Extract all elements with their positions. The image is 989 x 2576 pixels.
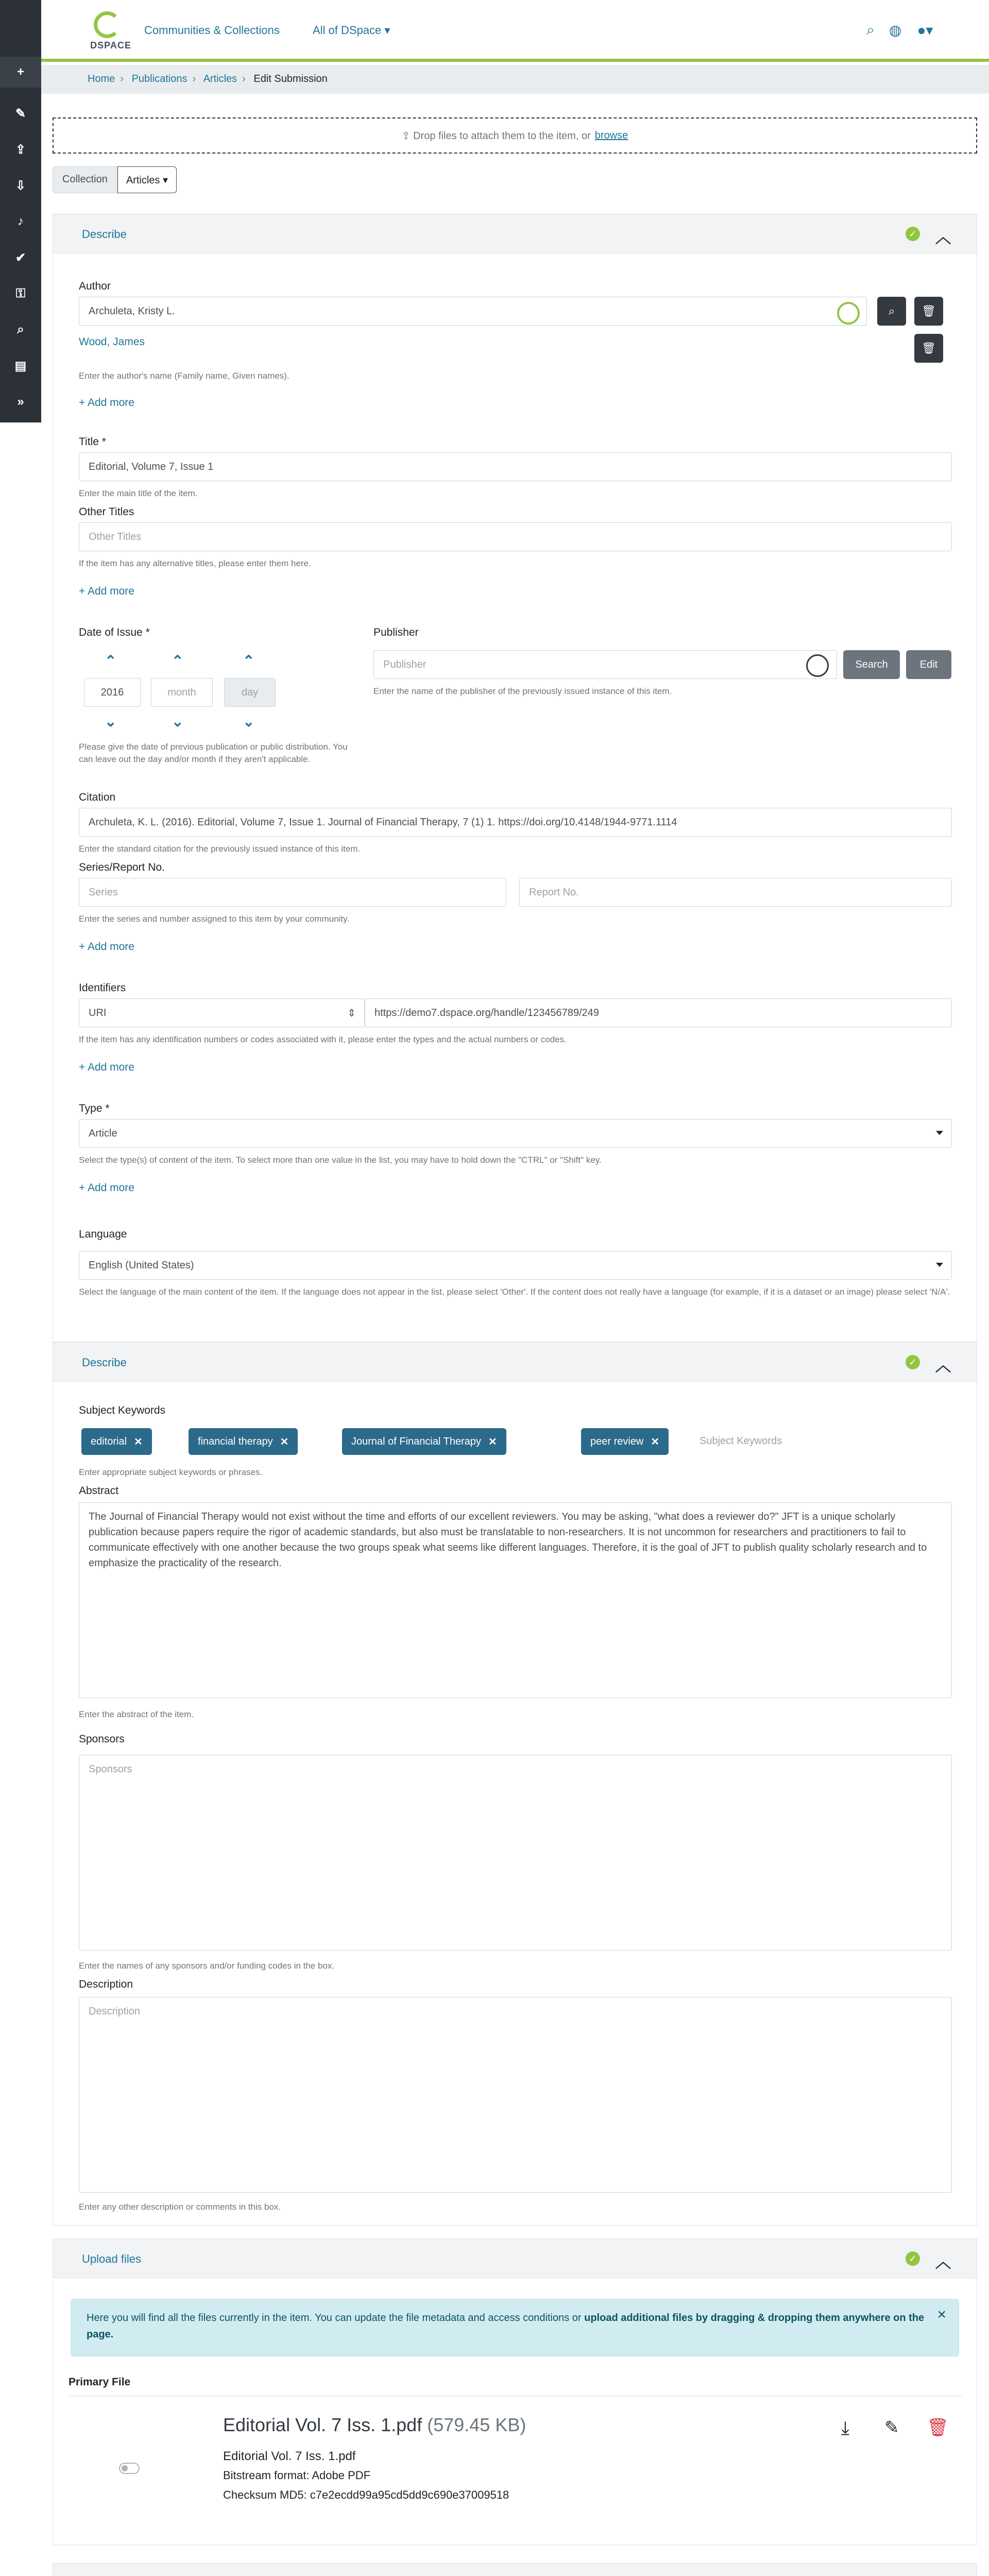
key-icon[interactable]: ⚿ bbox=[15, 286, 26, 300]
search-icon[interactable]: ⌕ bbox=[866, 21, 875, 38]
type-hint: Select the type(s) of content of the item. To select more than one value in the list, you may have to hold down the "CTRL" or "Shift" key. bbox=[79, 1155, 602, 1165]
sponsors-textarea[interactable]: Sponsors bbox=[79, 1755, 952, 1951]
deposit-license-section bbox=[53, 2563, 977, 2576]
trash-icon[interactable]: 🗑 bbox=[927, 2418, 949, 2437]
month-increment-icon[interactable]: ⌃ bbox=[172, 653, 184, 669]
alert-text: Here you will find all the files currently in the item. You can update the file metadata and access conditions or bbox=[87, 2312, 582, 2324]
other-titles-label: Other Titles bbox=[79, 506, 134, 518]
description-hint: Enter any other description or comments in this box. bbox=[79, 2202, 281, 2212]
language-hint: Select the language of the main content of the item. If the language does not appear in the list, please select 'Other'. If the content does not really have a language (for example, if it is a dataset or an image) please select 'N/A'. bbox=[79, 1287, 950, 1297]
alert-strong-text: upload additional files by dragging & dropping them anywhere on the page. bbox=[87, 2312, 925, 2340]
describe-section-1 bbox=[53, 214, 977, 1342]
close-icon[interactable]: ✕ bbox=[134, 1436, 143, 1448]
language-globe-icon[interactable]: ◍ bbox=[889, 22, 902, 38]
keyword-chip-label: Journal of Financial Therapy bbox=[351, 1435, 481, 1447]
drop-zone-text: ⇪ Drop files to attach them to the item, or bbox=[401, 130, 591, 142]
chevron-up-icon[interactable]: ︿ bbox=[935, 2254, 951, 2271]
description-label: Description bbox=[79, 1978, 133, 1990]
keyword-chip[interactable] bbox=[81, 1428, 152, 1455]
date-of-issue-label: Date of Issue * bbox=[79, 626, 150, 638]
expand-icon[interactable]: » bbox=[17, 395, 24, 409]
keyword-chip[interactable] bbox=[189, 1428, 298, 1455]
collection-dropdown[interactable]: Articles ▾ bbox=[117, 166, 177, 193]
month-input[interactable]: month bbox=[151, 678, 213, 707]
publisher-input[interactable]: Publisher bbox=[373, 650, 837, 679]
publisher-edit-button[interactable]: Edit bbox=[906, 650, 951, 679]
file-size: (579.45 KB) bbox=[427, 2414, 526, 2435]
section-title: Describe bbox=[82, 228, 127, 241]
year-input[interactable]: 2016 bbox=[84, 678, 141, 707]
close-icon[interactable]: ✕ bbox=[651, 1436, 660, 1448]
series-add-more-button[interactable]: + Add more bbox=[79, 941, 134, 953]
edit-icon[interactable]: ✎ bbox=[884, 2418, 899, 2437]
collection-selector bbox=[53, 166, 177, 193]
publisher-hint: Enter the name of the publisher of the previously issued instance of this item. bbox=[373, 686, 672, 696]
section-header[interactable] bbox=[53, 2564, 977, 2576]
chevron-up-icon[interactable]: ︿ bbox=[935, 229, 951, 246]
abstract-hint: Enter the abstract of the item. bbox=[79, 1709, 194, 1719]
file-format: Bitstream format: Adobe PDF bbox=[223, 2469, 371, 2482]
chevron-down-icon bbox=[936, 1263, 943, 1267]
abstract-textarea[interactable]: The Journal of Financial Therapy would not exist without the time and efforts of our excellent reviewers. You may be asking, "what does a reviewer do?" JFT is a unique scholarly publication because papers require the rigor of academic standards, but also must be translatable to non-researchers. It is not uncommon for researchers and practitioners to fail to communicate effectively with one another because the two groups speak what seems like different languages. Therefore, it is the goal of JFT to publish quality scholarly research and to emphasize the practicality of the research. bbox=[79, 1502, 952, 1698]
upload-files-section bbox=[53, 2239, 977, 2545]
identifiers-add-more-button[interactable]: + Add more bbox=[79, 1061, 134, 1073]
describe-section-2 bbox=[53, 1342, 977, 2226]
section-header[interactable] bbox=[53, 1343, 977, 1382]
collection-label: Collection bbox=[53, 166, 117, 193]
file-icon[interactable]: ▤ bbox=[14, 359, 27, 373]
breadcrumb-current: Edit Submission bbox=[253, 73, 328, 84]
primary-file-label: Primary File bbox=[69, 2376, 131, 2388]
publisher-search-button[interactable]: Search bbox=[843, 650, 900, 679]
section-header[interactable] bbox=[53, 2239, 977, 2278]
subject-keywords-label: Subject Keywords bbox=[79, 1404, 166, 1416]
bell-icon[interactable]: ♪ bbox=[18, 214, 24, 228]
identifier-type-select[interactable] bbox=[79, 998, 365, 1027]
language-select[interactable] bbox=[79, 1251, 952, 1280]
section-title: Upload files bbox=[82, 2252, 141, 2265]
search-icon[interactable]: ⌕ bbox=[17, 323, 24, 336]
title-input[interactable]: Editorial, Volume 7, Issue 1 bbox=[79, 452, 952, 481]
primary-file-toggle[interactable] bbox=[119, 2463, 140, 2474]
year-increment-icon[interactable]: ⌃ bbox=[105, 653, 117, 669]
pencil-icon[interactable]: ✎ bbox=[15, 106, 26, 121]
author-second-value[interactable]: Wood, James bbox=[79, 336, 145, 348]
file-name-heading bbox=[223, 2414, 526, 2436]
check-circle-icon: ✓ bbox=[906, 2251, 920, 2266]
chevron-up-icon[interactable] bbox=[935, 2574, 951, 2576]
site-header bbox=[41, 0, 989, 62]
breadcrumb-publications[interactable]: Publications bbox=[131, 73, 187, 84]
author-hint: Enter the author's name (Family name, Given names). bbox=[79, 371, 289, 381]
year-decrement-icon[interactable]: ⌄ bbox=[105, 714, 117, 730]
admin-sidebar bbox=[0, 0, 41, 422]
subject-keywords-input[interactable]: Subject Keywords bbox=[700, 1435, 782, 1447]
citation-label: Citation bbox=[79, 791, 116, 803]
check-list-icon[interactable]: ✔ bbox=[15, 250, 26, 265]
author-delete-button[interactable]: 🗑 bbox=[914, 297, 943, 326]
breadcrumb-home[interactable]: Home bbox=[88, 73, 115, 84]
type-value: Article bbox=[89, 1127, 117, 1139]
author-add-more-button[interactable]: + Add more bbox=[79, 397, 134, 409]
title-label: Title * bbox=[79, 436, 106, 448]
logo-mark-icon bbox=[94, 11, 121, 38]
identifier-type-value: URI bbox=[89, 1007, 107, 1019]
keyword-chip[interactable] bbox=[342, 1428, 506, 1455]
language-value: English (United States) bbox=[89, 1259, 194, 1271]
author-authority-indicator bbox=[837, 302, 860, 325]
description-textarea[interactable]: Description bbox=[79, 1997, 952, 2193]
author-search-button[interactable]: ⌕ bbox=[877, 297, 906, 326]
download-icon[interactable]: ⤓ bbox=[841, 2417, 849, 2438]
series-hint: Enter the series and number assigned to this item by your community. bbox=[79, 914, 350, 924]
dspace-logo[interactable] bbox=[82, 9, 139, 53]
close-icon[interactable]: × bbox=[937, 2306, 946, 2323]
section-title: Describe bbox=[82, 1356, 127, 1369]
other-titles-input[interactable]: Other Titles bbox=[79, 522, 952, 551]
publisher-label: Publisher bbox=[373, 626, 419, 638]
browse-link[interactable]: browse bbox=[594, 129, 628, 141]
file-drop-zone[interactable] bbox=[53, 117, 977, 154]
author-second-delete-button[interactable]: 🗑 bbox=[914, 334, 943, 363]
close-icon[interactable]: ✕ bbox=[488, 1436, 497, 1448]
file-export-icon[interactable]: ⇪ bbox=[15, 142, 26, 157]
report-no-input[interactable]: Report No. bbox=[519, 878, 952, 907]
user-menu-icon[interactable]: ●▾ bbox=[917, 22, 933, 38]
type-select[interactable] bbox=[79, 1119, 952, 1148]
author-input[interactable]: Archuleta, Kristy L. bbox=[79, 297, 867, 326]
title-hint: Enter the main title of the item. bbox=[79, 488, 198, 498]
select-arrows-icon: ⇕ bbox=[347, 1007, 356, 1019]
publisher-authority-indicator bbox=[806, 654, 829, 677]
month-decrement-icon[interactable]: ⌄ bbox=[172, 714, 184, 730]
day-decrement-icon[interactable]: ⌄ bbox=[243, 714, 255, 730]
breadcrumb-articles[interactable]: Articles bbox=[203, 73, 237, 84]
type-label: Type * bbox=[79, 1103, 110, 1114]
nav-communities-link[interactable]: Communities & Collections bbox=[144, 24, 280, 37]
day-increment-icon[interactable]: ⌃ bbox=[243, 653, 255, 669]
other-titles-hint: If the item has any alternative titles, please enter them here. bbox=[79, 558, 311, 568]
file-title: Editorial Vol. 7 Iss. 1.pdf bbox=[223, 2449, 356, 2463]
chevron-down-icon bbox=[936, 1131, 943, 1135]
nav-all-of-dspace-menu[interactable]: All of DSpace ▾ bbox=[313, 24, 390, 37]
breadcrumb: Home › Publications › Articles › Edit Submission bbox=[41, 65, 989, 94]
citation-input[interactable]: Archuleta, K. L. (2016). Editorial, Volume 7, Issue 1. Journal of Financial Therapy, 7 (1) 1. https://doi.org/10.4148/1944-9771.1114 bbox=[79, 808, 952, 837]
day-input[interactable]: day bbox=[224, 678, 276, 707]
upload-info-alert bbox=[71, 2299, 959, 2357]
author-label: Author bbox=[79, 280, 111, 292]
series-input[interactable]: Series bbox=[79, 878, 506, 907]
subject-keywords-hint: Enter appropriate subject keywords or phrases. bbox=[79, 1467, 263, 1477]
check-circle-icon: ✓ bbox=[906, 227, 920, 241]
identifiers-label: Identifiers bbox=[79, 982, 126, 994]
keyword-chip[interactable] bbox=[581, 1428, 669, 1455]
logo-text: DSPACE bbox=[90, 40, 131, 50]
abstract-label: Abstract bbox=[79, 1485, 119, 1497]
chevron-up-icon[interactable]: ︿ bbox=[935, 1358, 951, 1375]
identifier-value-input[interactable]: https://demo7.dspace.org/handle/123456789/249 bbox=[365, 998, 952, 1027]
section-header[interactable] bbox=[53, 214, 977, 253]
sponsors-hint: Enter the names of any sponsors and/or funding codes in the box. bbox=[79, 1961, 335, 1971]
other-titles-add-more-button[interactable]: + Add more bbox=[79, 585, 134, 597]
keyword-chip-label: editorial bbox=[91, 1435, 127, 1447]
identifiers-hint: If the item has any identification numbers or codes associated with it, please enter the types and the actual numbers or codes. bbox=[79, 1035, 567, 1044]
sponsors-label: Sponsors bbox=[79, 1733, 125, 1745]
check-circle-icon: ✓ bbox=[906, 1355, 920, 1369]
language-label: Language bbox=[79, 1228, 127, 1240]
date-hint: Please give the date of previous publication or public distribution. You can leave out the day and/or month if they aren't applicable. bbox=[79, 742, 348, 764]
series-label: Series/Report No. bbox=[79, 861, 165, 873]
file-checksum: Checksum MD5: c7e2ecdd99a95cd5dd9c690e37009518 bbox=[223, 2488, 509, 2501]
close-icon[interactable]: ✕ bbox=[280, 1436, 289, 1448]
citation-hint: Enter the standard citation for the previously issued instance of this item. bbox=[79, 844, 361, 854]
keyword-chip-label: financial therapy bbox=[198, 1435, 273, 1447]
file-name: Editorial Vol. 7 Iss. 1.pdf bbox=[223, 2414, 422, 2435]
type-add-more-button[interactable]: + Add more bbox=[79, 1182, 134, 1194]
file-import-icon[interactable]: ⇩ bbox=[15, 178, 26, 193]
plus-icon[interactable]: + bbox=[0, 57, 41, 88]
keyword-chip-label: peer review bbox=[590, 1435, 644, 1447]
